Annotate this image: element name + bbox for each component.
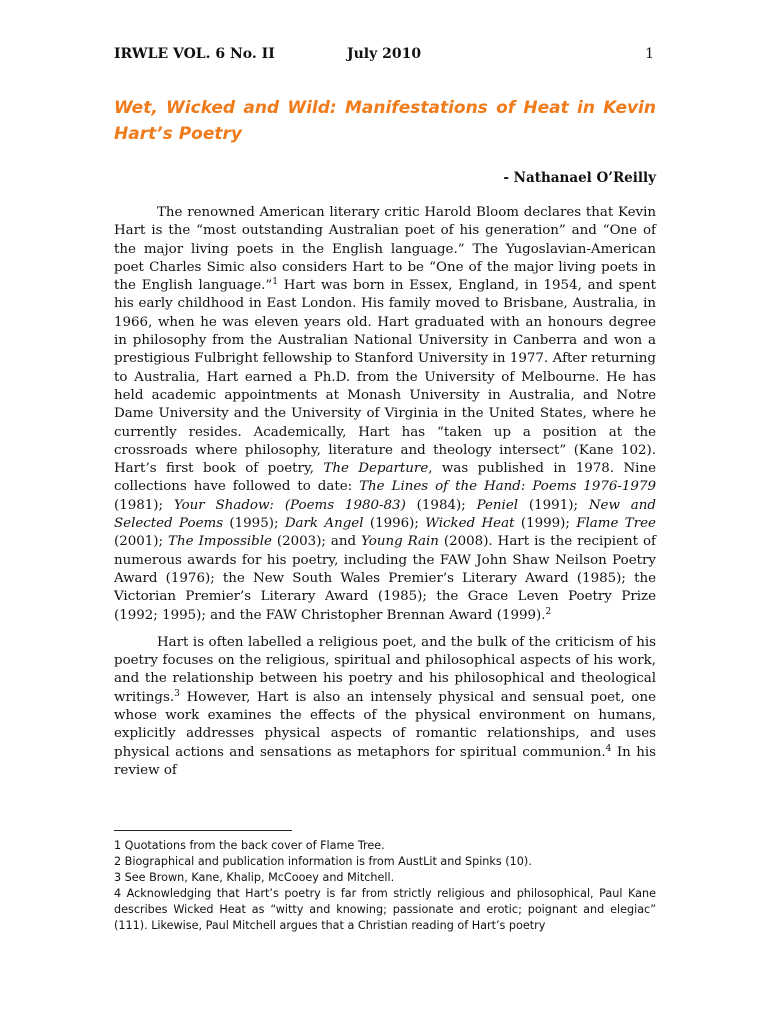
footnote-marker: 4 (605, 743, 612, 754)
text-run: Hart is often labelled a religious poet, and the bulk of the criticism of his poetry focuses on the religious, spiritual and philosophical aspects of his work, and the relationship between his poetry and his philosophical and theological writings. (114, 634, 656, 705)
footnote-marker: 2 (545, 606, 552, 617)
footnote-separator (114, 830, 292, 831)
body-paragraph-2 (114, 634, 656, 780)
footnote-2: 2 Biographical and publication information is from AustLit and Spinks (10). (114, 855, 532, 868)
text-run: (1984); (405, 497, 477, 513)
running-header (114, 46, 656, 68)
footnotes (114, 838, 656, 934)
book-title: Dark Angel (284, 516, 364, 532)
book-title: Wicked Heat (425, 516, 515, 532)
text-run: In his review of (114, 744, 656, 778)
book-title: Your Shadow: (Poems 1980-83) (173, 497, 406, 513)
issue-date: July 2010 (347, 46, 422, 62)
footnote-1: 1 Quotations from the back cover of Flame Tree. (114, 839, 385, 852)
text-run: , was published in 1978. Nine collections have followed to date: (114, 461, 656, 495)
text-run: (2008). Hart is the recipient of numerous awards for his poetry, including the FAW John Shaw Neilson Poetry Award (1976); the New South Wales Premier’s Literary Award (1985); the Victorian Premier’s Literary Award (1985); the Grace Leven Poetry Prize (1992; 1995); and the FAW Christopher Brennan Award (1999). (114, 534, 657, 623)
text-run: (1999); (514, 516, 577, 532)
footnote-marker: 3 (174, 688, 180, 699)
book-title: Flame Tree (576, 516, 656, 532)
footnote-4: 4 Acknowledging that Hart’s poetry is far from strictly religious and philosophical, Paul Kane describes Wicked Heat as “witty and knowing; passionate and erotic; poignant and elegiac” (111). Likewise, Paul Mitchell argues that a Christian reading of Hart’s poetry (114, 887, 656, 932)
book-title: The Departure (323, 461, 429, 477)
text-run: Hart was born in Essex, England, in 1954, and spent his early childhood in East London. His family moved to Brisbane, Australia, in 1966, when he was eleven years old. Hart graduated with an honours degree in philosophy from the Australian National University in Canberra and won a prestigious Fulbright fellowship to Stanford University in 1977. After returning to Australia, Hart earned a Ph.D. from the University of Melbourne. He has held academic appointments at Monash University in Australia, and Notre Dame University and the University of Virginia in the United States, where he currently resides. Academically, Hart has “taken up a position at the crossroads where philosophy, literature and theology intersect” (Kane 102). Hart’s first book of poetry, (114, 278, 656, 477)
book-title: New and Selected Poems (114, 497, 656, 532)
article-title-line-2: Hart’s Poetry (114, 124, 242, 144)
article-title-line-1: Wet, Wicked and Wild: Manifestations of Heat in Kevin (114, 98, 656, 118)
author-byline: - Nathanael O’Reilly (503, 170, 656, 186)
book-title: The Lines of the Hand: Poems 1976-1979 (359, 479, 656, 495)
text-run: The renowned American literary critic Harold Bloom declares that Kevin Hart is the “most outstanding Australian poet of his generation” and “One of the major living poets in the English language.” The Yugoslavian-American poet Charles Simic also considers Hart to be “One of the major living poets in the English language.” (114, 205, 656, 294)
footnote-marker: 1 (272, 277, 278, 288)
book-title: The Impossible (168, 534, 272, 550)
page-number: 1 (645, 46, 654, 62)
text-run: (2001); (114, 534, 169, 550)
article-title (114, 95, 656, 147)
article-body (114, 204, 656, 780)
text-run: However, Hart is also an intensely physical and sensual poet, one whose work examines the effects of the physical environment on humans, explicitly addresses physical aspects of romantic relationships, and uses physical actions and sensations as metaphors for spiritual communion. (114, 689, 656, 760)
text-run: (1991); (518, 497, 589, 513)
body-paragraph-1 (114, 204, 656, 625)
text-run: (1996); (363, 516, 426, 532)
journal-volume: IRWLE VOL. 6 No. II (114, 46, 275, 62)
book-title: Young Rain (361, 534, 439, 550)
text-run: (1981); (114, 497, 174, 513)
book-title: Peniel (476, 497, 519, 513)
text-run: (1995); (223, 516, 285, 532)
text-run: (2003); and (271, 534, 362, 550)
footnote-3: 3 See Brown, Kane, Khalip, McCooey and Mitchell. (114, 871, 395, 884)
